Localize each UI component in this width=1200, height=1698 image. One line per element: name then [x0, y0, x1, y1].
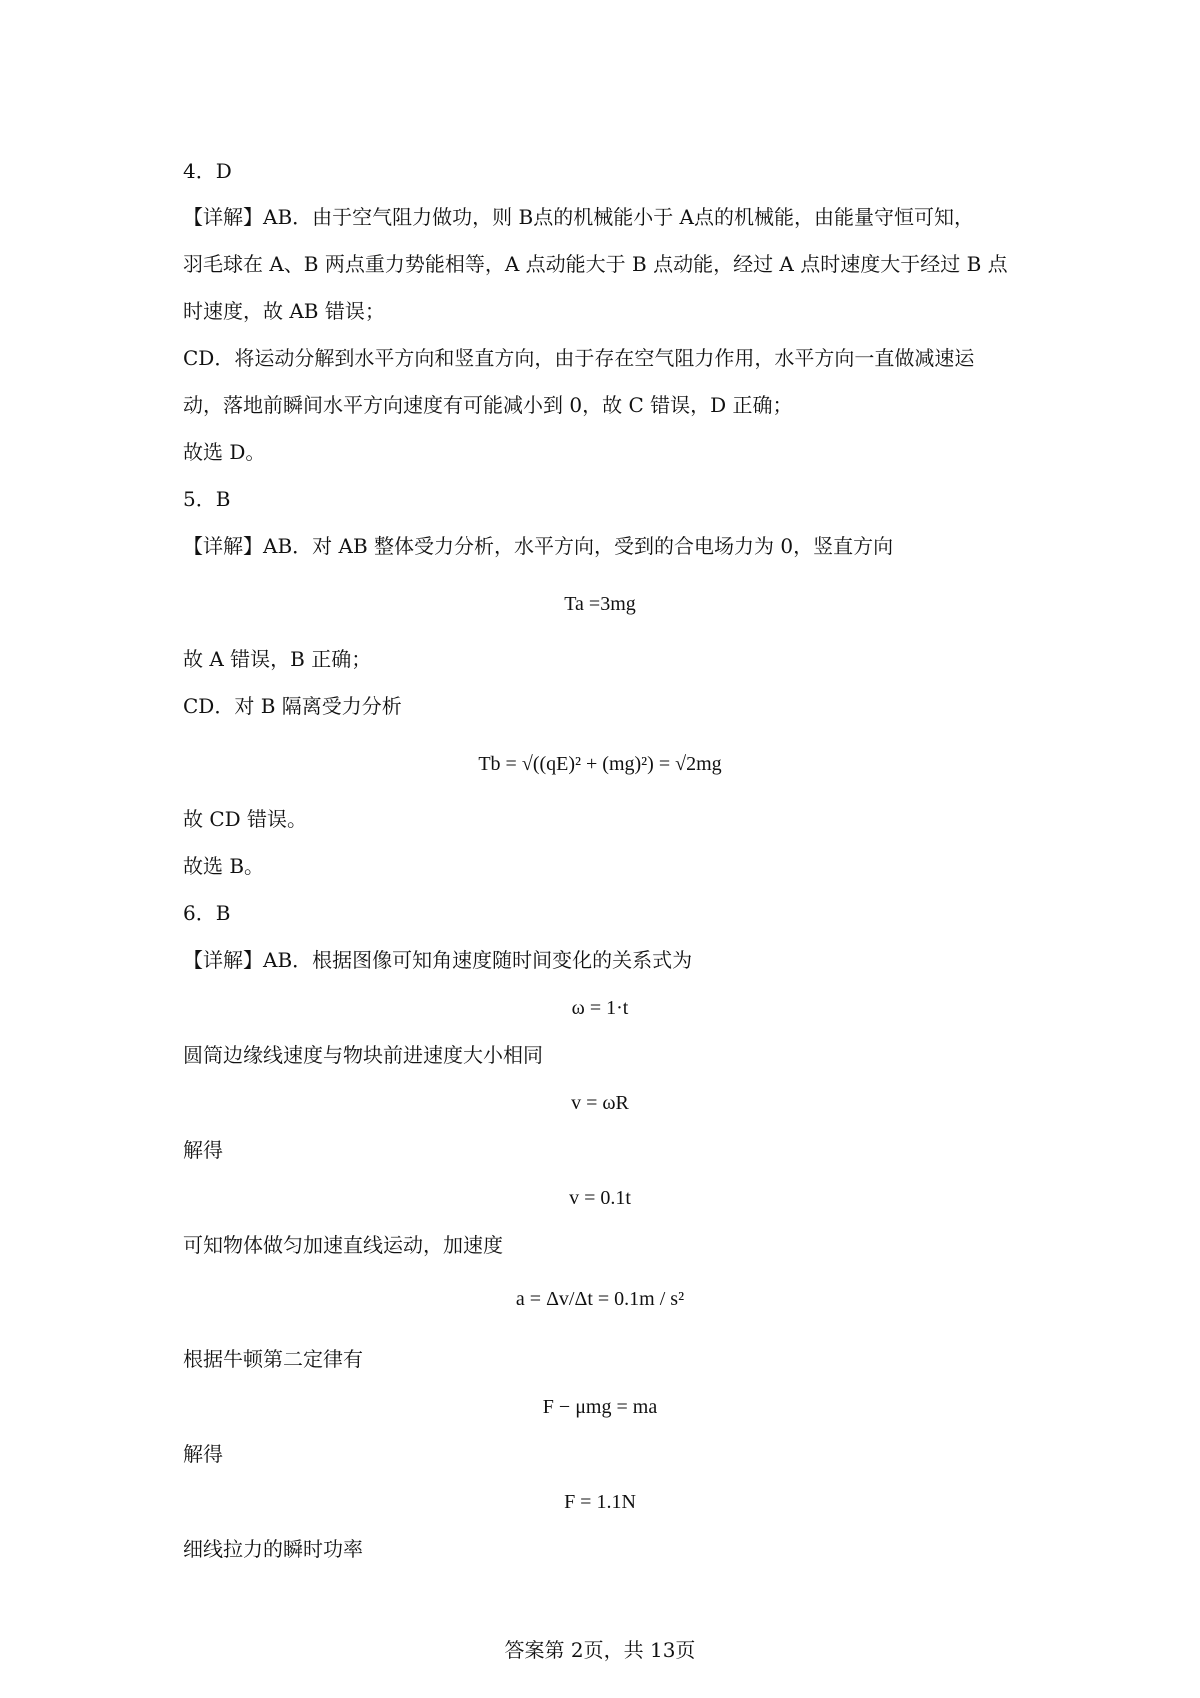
q4-paragraph-3: 时速度，故 AB 错误； — [183, 299, 385, 323]
q6-paragraph-5: 根据牛顿第二定律有 — [183, 1347, 363, 1371]
q6-equation-4: a = Δv/Δt = 0.1m / s² — [515, 1288, 685, 1310]
q6-equation-5: F − μmg = ma — [542, 1396, 658, 1418]
q6-equation-3: v = 0.1t — [569, 1187, 631, 1209]
q4-paragraph-4: CD．将运动分解到水平方向和竖直方向，由于存在空气阻力作用，水平方向一直做减速运 — [183, 346, 975, 370]
page-footer: 答案第 2页，共 13页 — [504, 1638, 696, 1662]
q5-paragraph-1: 【详解】AB．对 AB 整体受力分析，水平方向，受到的合电场力为 0，竖直方向 — [183, 534, 894, 558]
q6-paragraph-3: 解得 — [183, 1138, 223, 1162]
q4-paragraph-1: 【详解】AB．由于空气阻力做功，则 B点的机械能小于 A点的机械能，由能量守恒可知， — [183, 205, 974, 229]
q6-paragraph-7: 细线拉力的瞬时功率 — [183, 1537, 363, 1561]
q6-equation-2: v = ωR — [571, 1092, 629, 1114]
q6-paragraph-6: 解得 — [183, 1442, 223, 1466]
q5-equation-1: Ta =3mg — [564, 593, 636, 615]
q6-paragraph-2: 圆筒边缘线速度与物块前进速度大小相同 — [183, 1043, 543, 1067]
q4-heading: 4．D — [183, 159, 232, 183]
q6-paragraph-4: 可知物体做匀加速直线运动，加速度 — [183, 1233, 503, 1257]
q5-paragraph-2: 故 A 错误，B 正确； — [183, 647, 372, 671]
q4-paragraph-2: 羽毛球在 A、B 两点重力势能相等，A 点动能大于 B 点动能，经过 A 点时速度大于经过 B 点 — [183, 252, 1008, 276]
q4-paragraph-5: 动，落地前瞬间水平方向速度有可能减小到 0，故 C 错误，D 正确； — [183, 393, 793, 417]
q5-heading: 5．B — [183, 487, 231, 511]
q6-paragraph-1: 【详解】AB．根据图像可知角速度随时间变化的关系式为 — [183, 948, 693, 972]
q6-equation-1: ω = 1·t — [571, 997, 629, 1019]
q6-equation-6: F = 1.1N — [564, 1491, 636, 1513]
q5-paragraph-5: 故选 B。 — [183, 854, 265, 878]
q5-paragraph-4: 故 CD 错误。 — [183, 807, 308, 831]
q4-paragraph-6: 故选 D。 — [183, 440, 266, 464]
q6-heading: 6．B — [183, 901, 231, 925]
q5-equation-2: Tb = √((qE)² + (mg)²) = √2mg — [478, 753, 722, 775]
q5-paragraph-3: CD．对 B 隔离受力分析 — [183, 694, 402, 718]
